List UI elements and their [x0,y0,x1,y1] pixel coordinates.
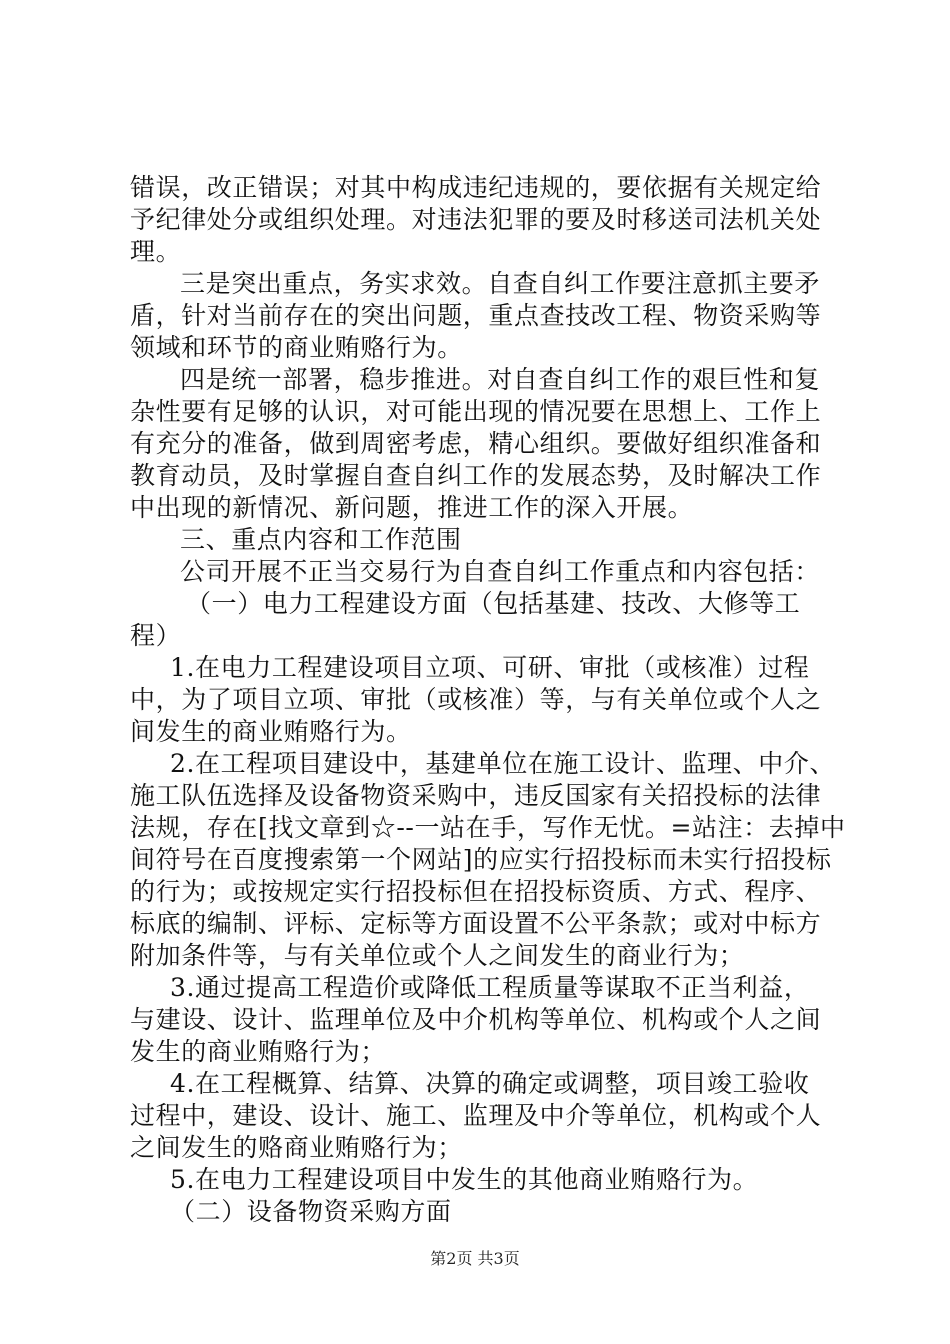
text-line: 中，为了项目立项、审批（或核准）等，与有关单位或个人之 [130,685,822,714]
list-item-start: 3.通过提高工程造价或降低工程质量等谋取不正当利益， [170,973,810,1002]
list-item-start: 4.在工程概算、结算、决算的确定或调整，项目竣工验收 [170,1069,810,1098]
text-line: 程） [130,621,182,650]
text-line: 间符号在百度搜索第一个网站]的应实行招投标而未实行招投标 [130,845,832,874]
text-line: 错误，改正错误；对其中构成违纪违规的，要依据有关规定给 [130,173,822,202]
subsection-heading: （一）电力工程建设方面（包括基建、技改、大修等工 [186,589,801,618]
text-line: 发生的商业贿赂行为； [130,1037,387,1066]
text-line: 之间发生的赂商业贿赂行为； [130,1133,463,1162]
text-line: 教育动员，及时掌握自查自纠工作的发展态势，及时解决工作 [130,461,822,490]
paragraph-start: 三是突出重点，务实求效。自查自纠工作要注意抓主要矛 [180,269,821,298]
text-line: 盾，针对当前存在的突出问题，重点查技改工程、物资采购等 [130,301,822,330]
section-heading: 三、重点内容和工作范围 [180,525,462,554]
text-line: 有充分的准备，做到周密考虑，精心组织。要做好组织准备和 [130,429,822,458]
text-line: 标底的编制、评标、定标等方面设置不公平条款；或对中标方 [130,909,822,938]
text-line: 理。 [130,237,182,266]
paragraph-start: 公司开展不正当交易行为自查自纠工作重点和内容包括： [180,557,821,586]
text-line: 过程中，建设、设计、施工、监理及中介等单位，机构或个人 [130,1101,822,1130]
list-item-start: 2.在工程项目建设中，基建单位在施工设计、监理、中介、 [170,749,836,778]
text-line: 杂性要有足够的认识，对可能出现的情况要在思想上、工作上 [130,397,822,426]
text-line: 施工队伍选择及设备物资采购中，违反国家有关招投标的法律 [130,781,822,810]
text-line: 与建设、设计、监理单位及中介机构等单位、机构或个人之间 [130,1005,822,1034]
document-body [130,172,846,1228]
list-item-start: 1.在电力工程建设项目立项、可研、审批（或核准）过程 [170,653,810,682]
text-line: 予纪律处分或组织处理。对违法犯罪的要及时移送司法机关处 [130,205,822,234]
text-line: 领域和环节的商业贿赂行为。 [130,333,463,362]
page-footer: 第2页 共3页 [430,1249,520,1268]
list-item-start: 5.在电力工程建设项目中发生的其他商业贿赂行为。 [170,1165,759,1194]
text-line: 中出现的新情况、新问题，推进工作的深入开展。 [130,493,694,522]
text-line: 附加条件等，与有关单位或个人之间发生的商业行为； [130,941,745,970]
paragraph-start: 四是统一部署，稳步推进。对自查自纠工作的艰巨性和复 [180,365,821,394]
text-line: 法规，存在[找文章到☆--一站在手，写作无忧。=站注：去掉中 [130,813,846,842]
text-line: 的行为；或按规定实行招投标但在招投标资质、方式、程序、 [130,877,822,906]
text-line: 间发生的商业贿赂行为。 [130,717,412,746]
subsection-heading: （二）设备物资采购方面 [170,1197,452,1226]
